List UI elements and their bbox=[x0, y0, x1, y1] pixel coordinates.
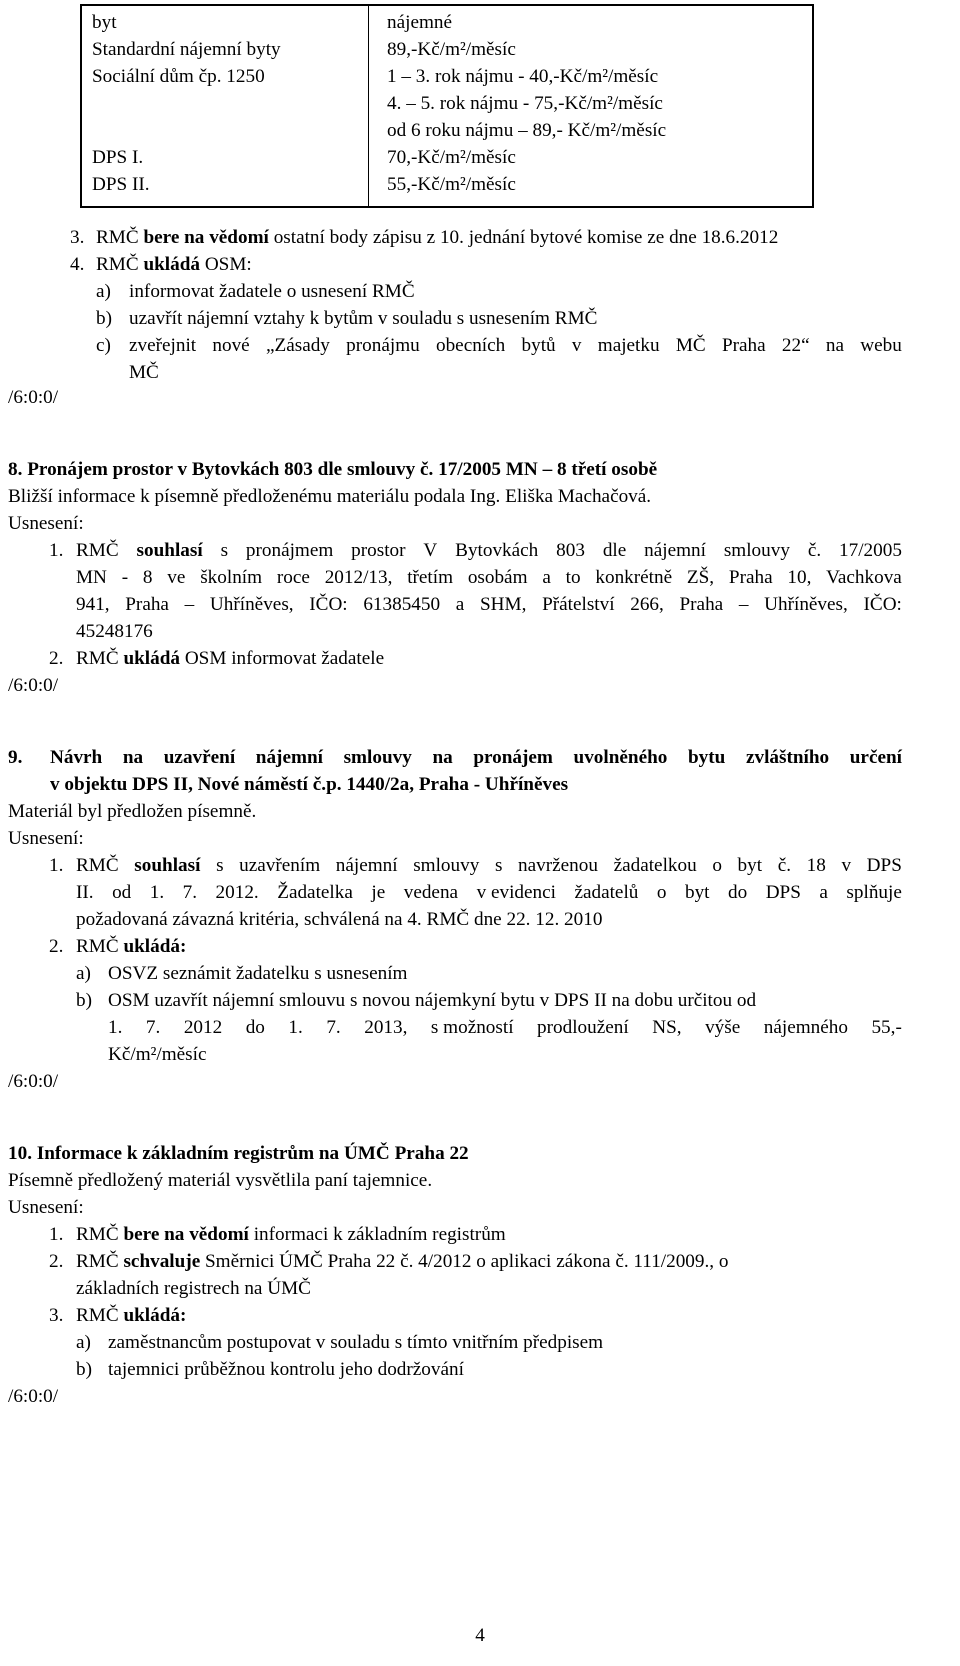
resolution-number: 2. bbox=[49, 936, 64, 957]
list-item: OSVZ seznámit žadatelku s usnesením bbox=[108, 963, 408, 984]
list-letter: a) bbox=[96, 281, 111, 302]
resolution-number: 3. bbox=[49, 1305, 64, 1326]
list-item: informovat žadatele o usnesení RMČ bbox=[129, 281, 415, 302]
resolution-text: RMČ bere na vědomí informaci k základním registrům bbox=[76, 1224, 506, 1245]
resolution-text: RMČ souhlasí s pronájmem prostor V Bytovkách 803 dle nájemní smlouvy č. 17/2005 bbox=[76, 540, 902, 561]
table-header-flat: byt bbox=[92, 12, 117, 33]
list-item: zaměstnancům postupovat v souladu s tímto vnitřním předpisem bbox=[108, 1332, 604, 1353]
resolution-number: 2. bbox=[49, 648, 64, 669]
list-letter: b) bbox=[76, 1359, 92, 1380]
resolution-text: RMČ schvaluje Směrnici ÚMČ Praha 22 č. 4/2012 o aplikaci zákona č. 111/2009., o bbox=[76, 1251, 729, 1272]
section-heading: Návrh na uzavření nájemní smlouvy na pronájem uvolněného bytu zvláštního určení bbox=[50, 747, 902, 768]
table-cell-rent: 89,-Kč/m²/měsíc bbox=[387, 39, 516, 60]
list-letter: a) bbox=[76, 1332, 91, 1353]
resolution-text: MN - 8 ve školním roce 2012/13, třetím osobám a to konkrétně ZŠ, Praha 10, Vachkova bbox=[76, 567, 902, 588]
section-number: 9. bbox=[8, 747, 23, 768]
rent-table bbox=[80, 4, 814, 208]
resolution-number: 2. bbox=[49, 1251, 64, 1272]
resolution-text: RMČ ukládá: bbox=[76, 1305, 187, 1326]
resolution-number: 1. bbox=[49, 540, 64, 561]
table-cell-type: Standardní nájemní byty bbox=[92, 39, 281, 60]
list-item: OSM uzavřít nájemní smlouvu s novou nájemkyní bytu v DPS II na dobu určitou od bbox=[108, 990, 757, 1011]
table-cell-rent: 70,-Kč/m²/měsíc bbox=[387, 147, 516, 168]
list-item-continuation: Kč/m²/měsíc bbox=[108, 1044, 207, 1065]
resolution-text: 45248176 bbox=[76, 621, 153, 642]
list-item-continuation: MČ bbox=[129, 362, 159, 383]
list-item-continuation: 1. 7. 2012 do 1. 7. 2013, s možností prodloužení NS, výše nájemného 55,- bbox=[108, 1017, 902, 1038]
page-number: 4 bbox=[475, 1625, 485, 1646]
resolution-label: Usnesení: bbox=[8, 1197, 84, 1218]
resolution-number: 1. bbox=[49, 1224, 64, 1245]
resolution-text: základních registrech na ÚMČ bbox=[76, 1278, 311, 1299]
list-letter: b) bbox=[76, 990, 92, 1011]
section-info: Bližší informace k písemně předloženému materiálu podala Ing. Eliška Machačová. bbox=[8, 486, 652, 507]
list-item: uzavřít nájemní vztahy k bytům v souladu s usnesením RMČ bbox=[129, 308, 598, 329]
vote-result: /6:0:0/ bbox=[8, 675, 59, 696]
vote-result: /6:0:0/ bbox=[8, 387, 59, 408]
resolution-text: RMČ ukládá: bbox=[76, 936, 187, 957]
table-cell-type: Sociální dům čp. 1250 bbox=[92, 66, 265, 87]
list-item: tajemnici průběžnou kontrolu jeho dodržování bbox=[108, 1359, 464, 1380]
list-item: zveřejnit nové „Zásady pronájmu obecních bytů v majetku MČ Praha 22“ na webu bbox=[129, 335, 902, 356]
table-cell-rent: od 6 roku nájmu – 89,- Kč/m²/měsíc bbox=[387, 120, 667, 141]
list-letter: b) bbox=[96, 308, 112, 329]
resolution-text: II. od 1. 7. 2012. Žadatelka je vedena v evidenci žadatelů o byt do DPS a splňuje bbox=[76, 882, 902, 903]
vote-result: /6:0:0/ bbox=[8, 1386, 59, 1407]
resolution-text: 941, Praha – Uhříněves, IČO: 61385450 a SHM, Přátelství 266, Praha – Uhříněves, IČO: bbox=[76, 594, 902, 615]
table-cell-type: DPS II. bbox=[92, 174, 150, 195]
table-cell-rent: 4. – 5. rok nájmu - 75,-Kč/m²/měsíc bbox=[387, 93, 663, 114]
resolution-label: Usnesení: bbox=[8, 828, 84, 849]
list-letter: c) bbox=[96, 335, 111, 356]
table-cell-rent: 1 – 3. rok nájmu - 40,-Kč/m²/měsíc bbox=[387, 66, 659, 87]
list-letter: a) bbox=[76, 963, 91, 984]
section-heading: 10. Informace k základním registrům na ÚMČ Praha 22 bbox=[8, 1143, 469, 1164]
table-cell-rent: 55,-Kč/m²/měsíc bbox=[387, 174, 516, 195]
table-header-rent: nájemné bbox=[387, 12, 452, 33]
resolution-text: RMČ souhlasí s uzavřením nájemní smlouvy s navrženou žadatelkou o byt č. 18 v DPS bbox=[76, 855, 902, 876]
resolution-number: 1. bbox=[49, 855, 64, 876]
resolution-text: požadovaná závazná kritéria, schválená na 4. RMČ dne 22. 12. 2010 bbox=[76, 909, 603, 930]
vote-result: /6:0:0/ bbox=[8, 1071, 59, 1092]
table-column-divider bbox=[368, 6, 369, 206]
table-cell-type: DPS I. bbox=[92, 147, 144, 168]
section-heading: v objektu DPS II, Nové náměstí č.p. 1440/2a, Praha - Uhříněves bbox=[50, 774, 569, 795]
section-heading: 8. Pronájem prostor v Bytovkách 803 dle smlouvy č. 17/2005 MN – 8 třetí osobě bbox=[8, 459, 658, 480]
resolution-text: RMČ ukládá OSM informovat žadatele bbox=[76, 648, 385, 669]
resolution-label: Usnesení: bbox=[8, 513, 84, 534]
section-info: Písemně předložený materiál vysvětlila paní tajemnice. bbox=[8, 1170, 433, 1191]
section-info: Materiál byl předložen písemně. bbox=[8, 801, 257, 822]
